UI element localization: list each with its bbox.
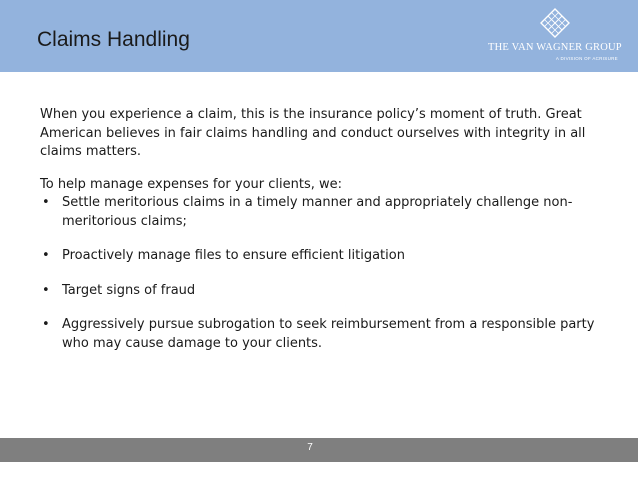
- bullet-item: [40, 316, 600, 353]
- logo-tagline: A DIVISION OF ACRISURE: [555, 56, 618, 61]
- slide-footer: [0, 438, 638, 462]
- paragraph-spacer: [40, 162, 600, 176]
- lead-paragraph: To help manage expenses for your clients, we:: [40, 176, 343, 192]
- intro-paragraph: When you experience a claim, this is the insurance policy’s moment of truth. Great American believes in fair claims handling and conduct ourselves with integrity in all claims matters.: [40, 107, 586, 159]
- bullet-list: [40, 194, 600, 353]
- bullet-icon: •: [42, 317, 50, 332]
- page-number: 7: [307, 442, 313, 453]
- bullet-item: [40, 194, 600, 231]
- bullet-icon: •: [42, 195, 50, 210]
- bullet-text: Settle meritorious claims in a timely manner and appropriately challenge non-meritorious claims;: [62, 195, 573, 229]
- bullet-item: [40, 282, 600, 301]
- bullet-icon: •: [42, 248, 50, 263]
- logo-name: THE VAN WAGNER GROUP: [488, 42, 622, 53]
- company-logo: [488, 8, 622, 66]
- slide-body: [40, 106, 600, 369]
- bullet-icon: •: [42, 282, 50, 298]
- logo-diamond-icon: [540, 8, 570, 38]
- bullet-text: Proactively manage files to ensure efficient litigation: [62, 248, 405, 263]
- bullet-item: [40, 247, 600, 266]
- bullet-text: Aggressively pursue subrogation to seek reimbursement from a responsible party who may cause damage to your clients.: [62, 317, 595, 351]
- slide-title: Claims Handling: [37, 28, 190, 51]
- slide-header: [0, 0, 638, 72]
- bullet-text: Target signs of fraud: [62, 282, 196, 298]
